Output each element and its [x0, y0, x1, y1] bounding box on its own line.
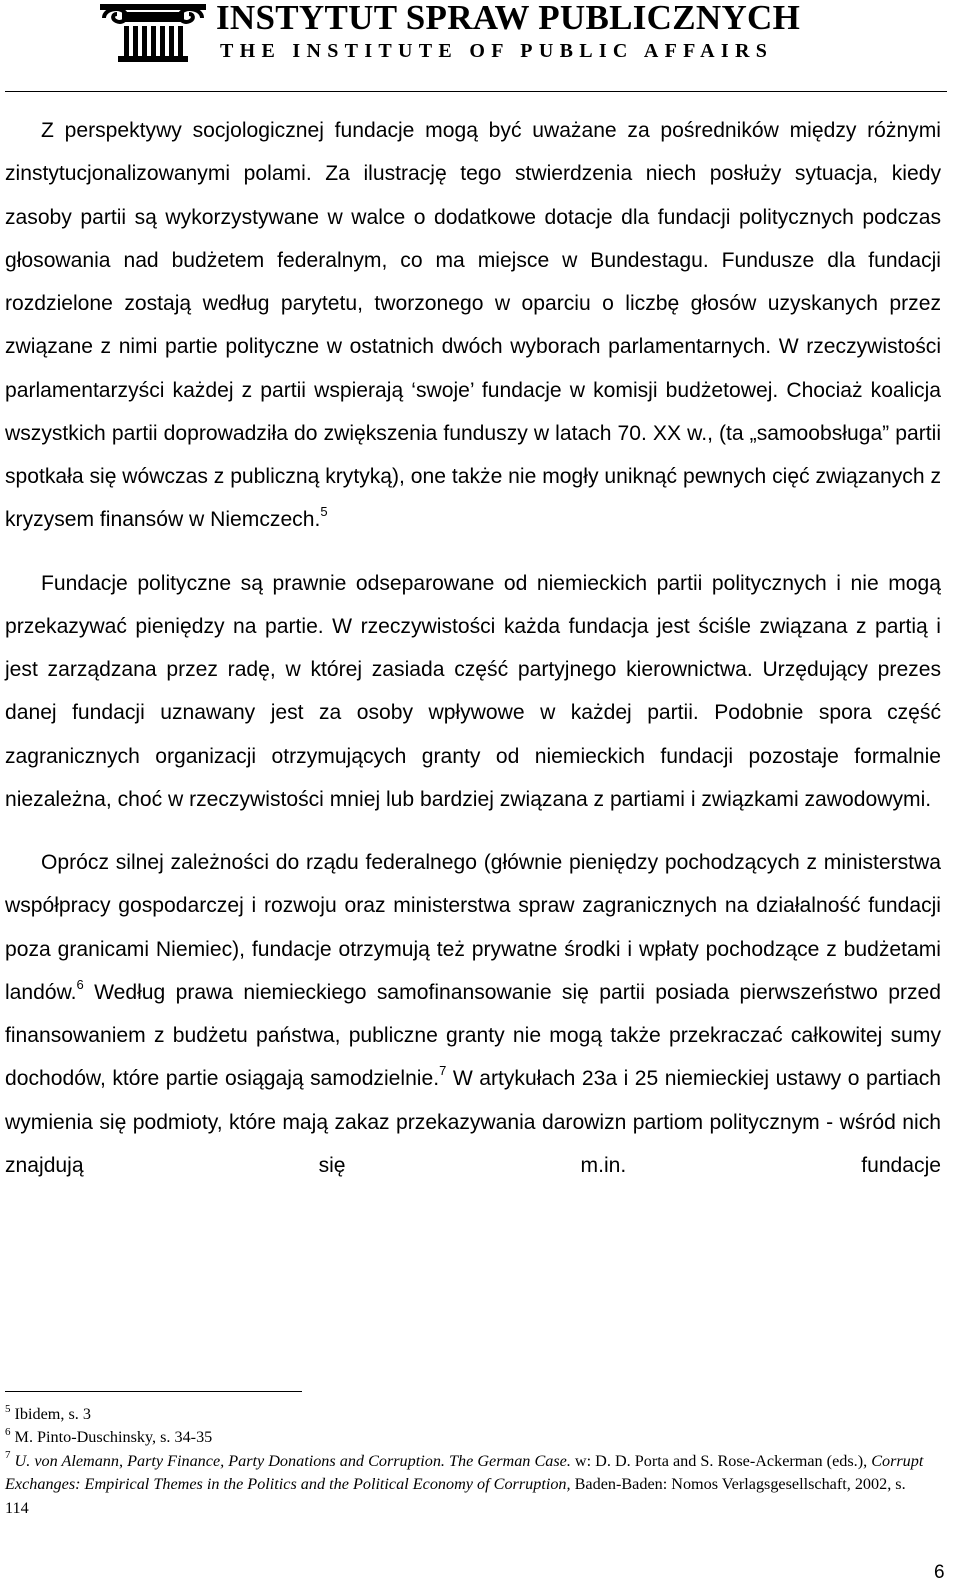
footnote-text: Ibidem, s. 3 — [14, 1405, 91, 1423]
institute-name-polish: INSTYTUT SPRAW PUBLICZNYCH — [216, 0, 801, 37]
footnote-text: M. Pinto-Duschinsky, s. 34-35 — [14, 1428, 213, 1447]
paragraph-2 — [5, 562, 941, 822]
paragraph-3-text-a: Oprócz silnej zależności do rządu federalnego (głównie pieniędzy pochodzących z ministerstwa współpracy gospodarczej i rozwoju oraz ministerstwa spraw zagranicznych na działalność fundacji poza granicami Niemiec), fundacje otrzymują też prywatne środki i wpłaty pochodzące z budżetami landów. — [5, 851, 941, 1004]
footnote-5 — [5, 1403, 925, 1426]
footnote-text-publisher: Baden-Baden: Nomos Verlagsgesellschaft, 2002, s. 114 — [5, 1475, 906, 1517]
page-number: 6 — [934, 1562, 945, 1583]
footnote-title-italic: U. von Alemann, Party Finance, Party Donations and Corruption. The German Case. — [14, 1451, 571, 1470]
header-divider — [5, 91, 947, 92]
footnote-ref-7[interactable]: 7 — [439, 1063, 447, 1079]
footnote-number: 7 — [5, 1449, 11, 1462]
document-body — [5, 109, 941, 1187]
paragraph-1-text: Z perspektywy socjologicznej fundacje mogą być uważane za pośredników między różnymi zinstytucjonalizowanymi polami. Za ilustrację tego stwierdzenia niech posłuży sytuacja, kiedy zasoby partii są wykorzystywane w walce o dodatkowe dotacje dla fundacji politycznych podczas głosowania nad budżetem federalnym, co ma miejsce w Bundestagu. Fundusze dla fundacji rozdzielone zostają według parytetu, tworzonego w oparciu o liczbę głosów uzyskanych przez związane z nimi partie polityczne w ostatnich dwóch wyborach parlamentarnych. W rzeczywistości parlamentarzyści każdej z partii wspierają ‘swoje’ fundacje w komisji budżetowej. Chociaż koalicja wszystkich partii doprowadziła do zwiększenia funduszy w latach 70. XX w., (ta „samoobsługa” partii spotkała się wówczas z publiczną krytyką), one także nie mogły uniknąć pewnych cięć związanych z kryzysem finansów w Niemczech. — [5, 119, 941, 532]
footnote-text: w: D. D. Porta and S. Rose-Ackerman (eds.), — [570, 1451, 872, 1470]
footnote-book-title-italic: Corrupt Exchanges: Empirical Themes in the Politics and the Political Economy of Corruption, — [5, 1451, 924, 1494]
column-capital-icon — [100, 4, 206, 62]
paragraph-3-text-b: Według prawa niemieckiego samofinansowanie się partii posiada pierwszeństwo przed finansowaniem z budżetu państwa, publiczne granty nie mogą także przekraczać całkowitej sumy dochodów, które partie osiągają samodzielnie. — [5, 980, 941, 1091]
institute-name-english: THE INSTITUTE OF PUBLIC AFFAIRS — [220, 40, 774, 62]
footnotes — [5, 1403, 925, 1520]
paragraph-2-text: Fundacje polityczne są prawnie odseparowane od niemieckich partii politycznych i nie mogą przekazywać pieniędzy na partie. W rzeczywistości każda fundacja jest ściśle związana z partią i jest zarządzana przez radę, w której zasiada część partyjnego kierownictwa. Urzędujący prezes danej fundacji uznawany jest za osoby wpływowe w każdej partii. Podobnie spora część zagranicznych organizacji otrzymujących granty od niemieckich fundacji pozostaje formalnie niezależna, choć w rzeczywistości mniej lub bardziej związana z partiami i związkami zawodowymi. — [5, 571, 941, 811]
footnote-6 — [5, 1426, 925, 1449]
footnote-separator — [5, 1391, 302, 1392]
page-header — [0, 0, 960, 95]
paragraph-1 — [5, 109, 941, 542]
footnote-number: 5 — [5, 1402, 11, 1415]
footnote-number: 6 — [5, 1426, 11, 1439]
paragraph-3-text-c: W artykułach 23a i 25 niemieckiej ustawy o partiach wymienia się podmioty, które mają zakaz przekazywania darowizn partiom politycznym - wśród nich znajdują się m.in. fundacje — [5, 1067, 941, 1177]
footnote-ref-6[interactable]: 6 — [76, 976, 84, 992]
footnote-7 — [5, 1450, 925, 1520]
footnote-ref-5[interactable]: 5 — [320, 504, 328, 520]
paragraph-3 — [5, 841, 941, 1187]
